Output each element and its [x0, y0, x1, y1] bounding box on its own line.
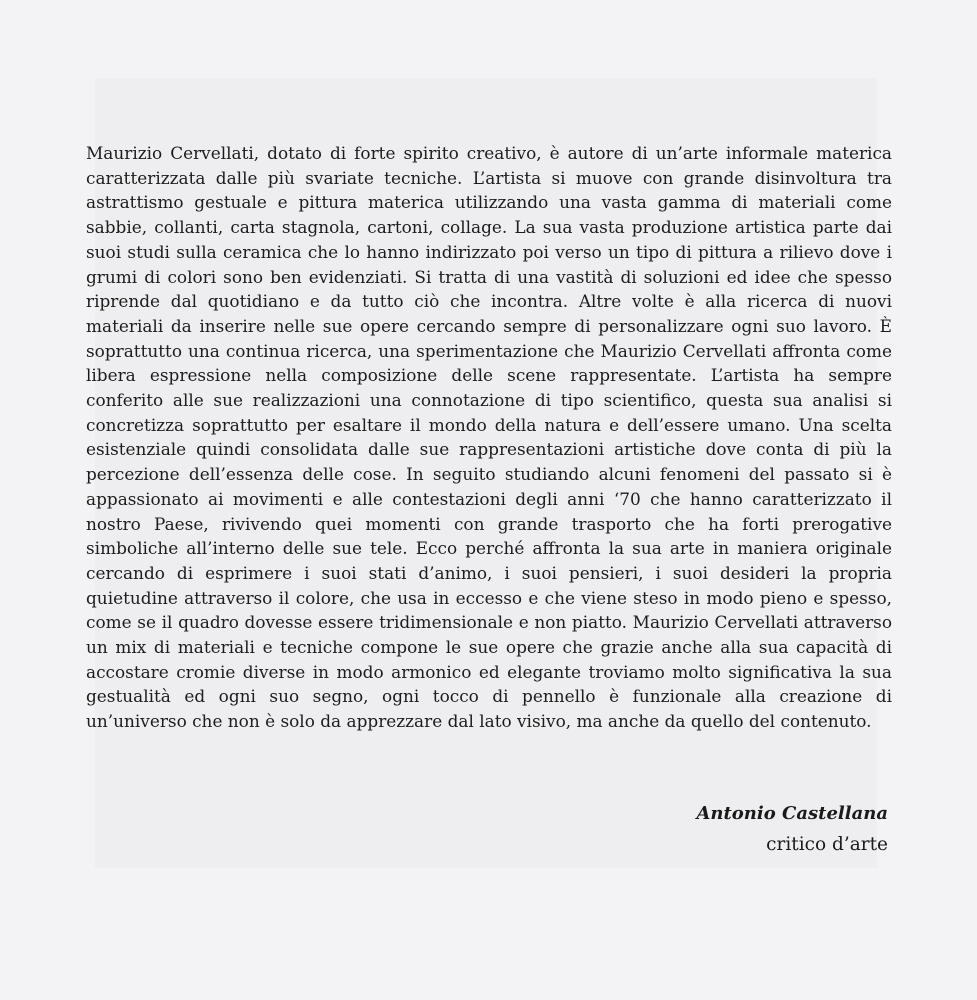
- signature-block: [696, 799, 888, 861]
- author-role: critico d’arte: [766, 834, 888, 855]
- critic-essay-paragraph: Maurizio Cervellati, dotato di forte spirito creativo, è autore di un’arte informale materica caratterizzata dalle più svariate tecniche. L’artista si muove con grande disinvoltura tra astrattismo gestuale e pittura materica utilizzando una vasta gamma di materiali come sabbie, collanti, carta stagnola, cartoni, collage. La sua vasta produzione artistica parte dai suoi studi sulla ceramica che lo hanno indirizzato poi verso un tipo di pittura a rilievo dove i grumi di colori sono ben evidenziati. Si tratta di una vastità di soluzioni ed idee che spesso riprende dal quotidiano e da tutto ciò che incontra. Altre volte è alla ricerca di nuovi materiali da inserire nelle sue opere cercando sempre di personalizzare ogni suo lavoro. È soprattutto una continua ricerca, una sperimentazione che Maurizio Cervellati affronta come libera espressione nella composizione delle scene rappresentate. L’artista ha sempre conferito alle sue realizzazioni una connotazione di tipo scientifico, questa sua analisi si concretizza soprattutto per esaltare il mondo della natura e dell’essere umano. Una scelta esistenziale quindi consolidata dalle sue rappresentazioni artistiche dove conta di più la percezione dell’essenza delle cose. In seguito studiando alcuni fenomeni del passato si è appassionato ai movimenti e alle contestazioni degli anni ‘70 che hanno caratterizzato il nostro Paese, rivivendo quei momenti con grande trasporto che ha forti prerogative simboliche all’interno delle sue tele. Ecco perché affronta la sua arte in maniera originale cercando di esprimere i suoi stati d’animo, i suoi pensieri, i suoi desideri la propria quietudine attraverso il colore, che usa in eccesso e che viene steso in modo pieno e spesso, come se il quadro dovesse essere tridimensionale e non piatto. Maurizio Cervellati attraverso un mix di materiali e tecniche compone le sue opere che grazie anche alla sua capacità di accostare cromie diverse in modo armonico ed elegante troviamo molto significativa la sua gestualità ed ogni suo segno, ogni tocco di pennello è funzionale alla creazione di un’universo che non è solo da apprezzare dal lato visivo, ma anche da quello del contenuto.: [86, 143, 892, 732]
- author-name: Antonio Castellana: [696, 803, 888, 824]
